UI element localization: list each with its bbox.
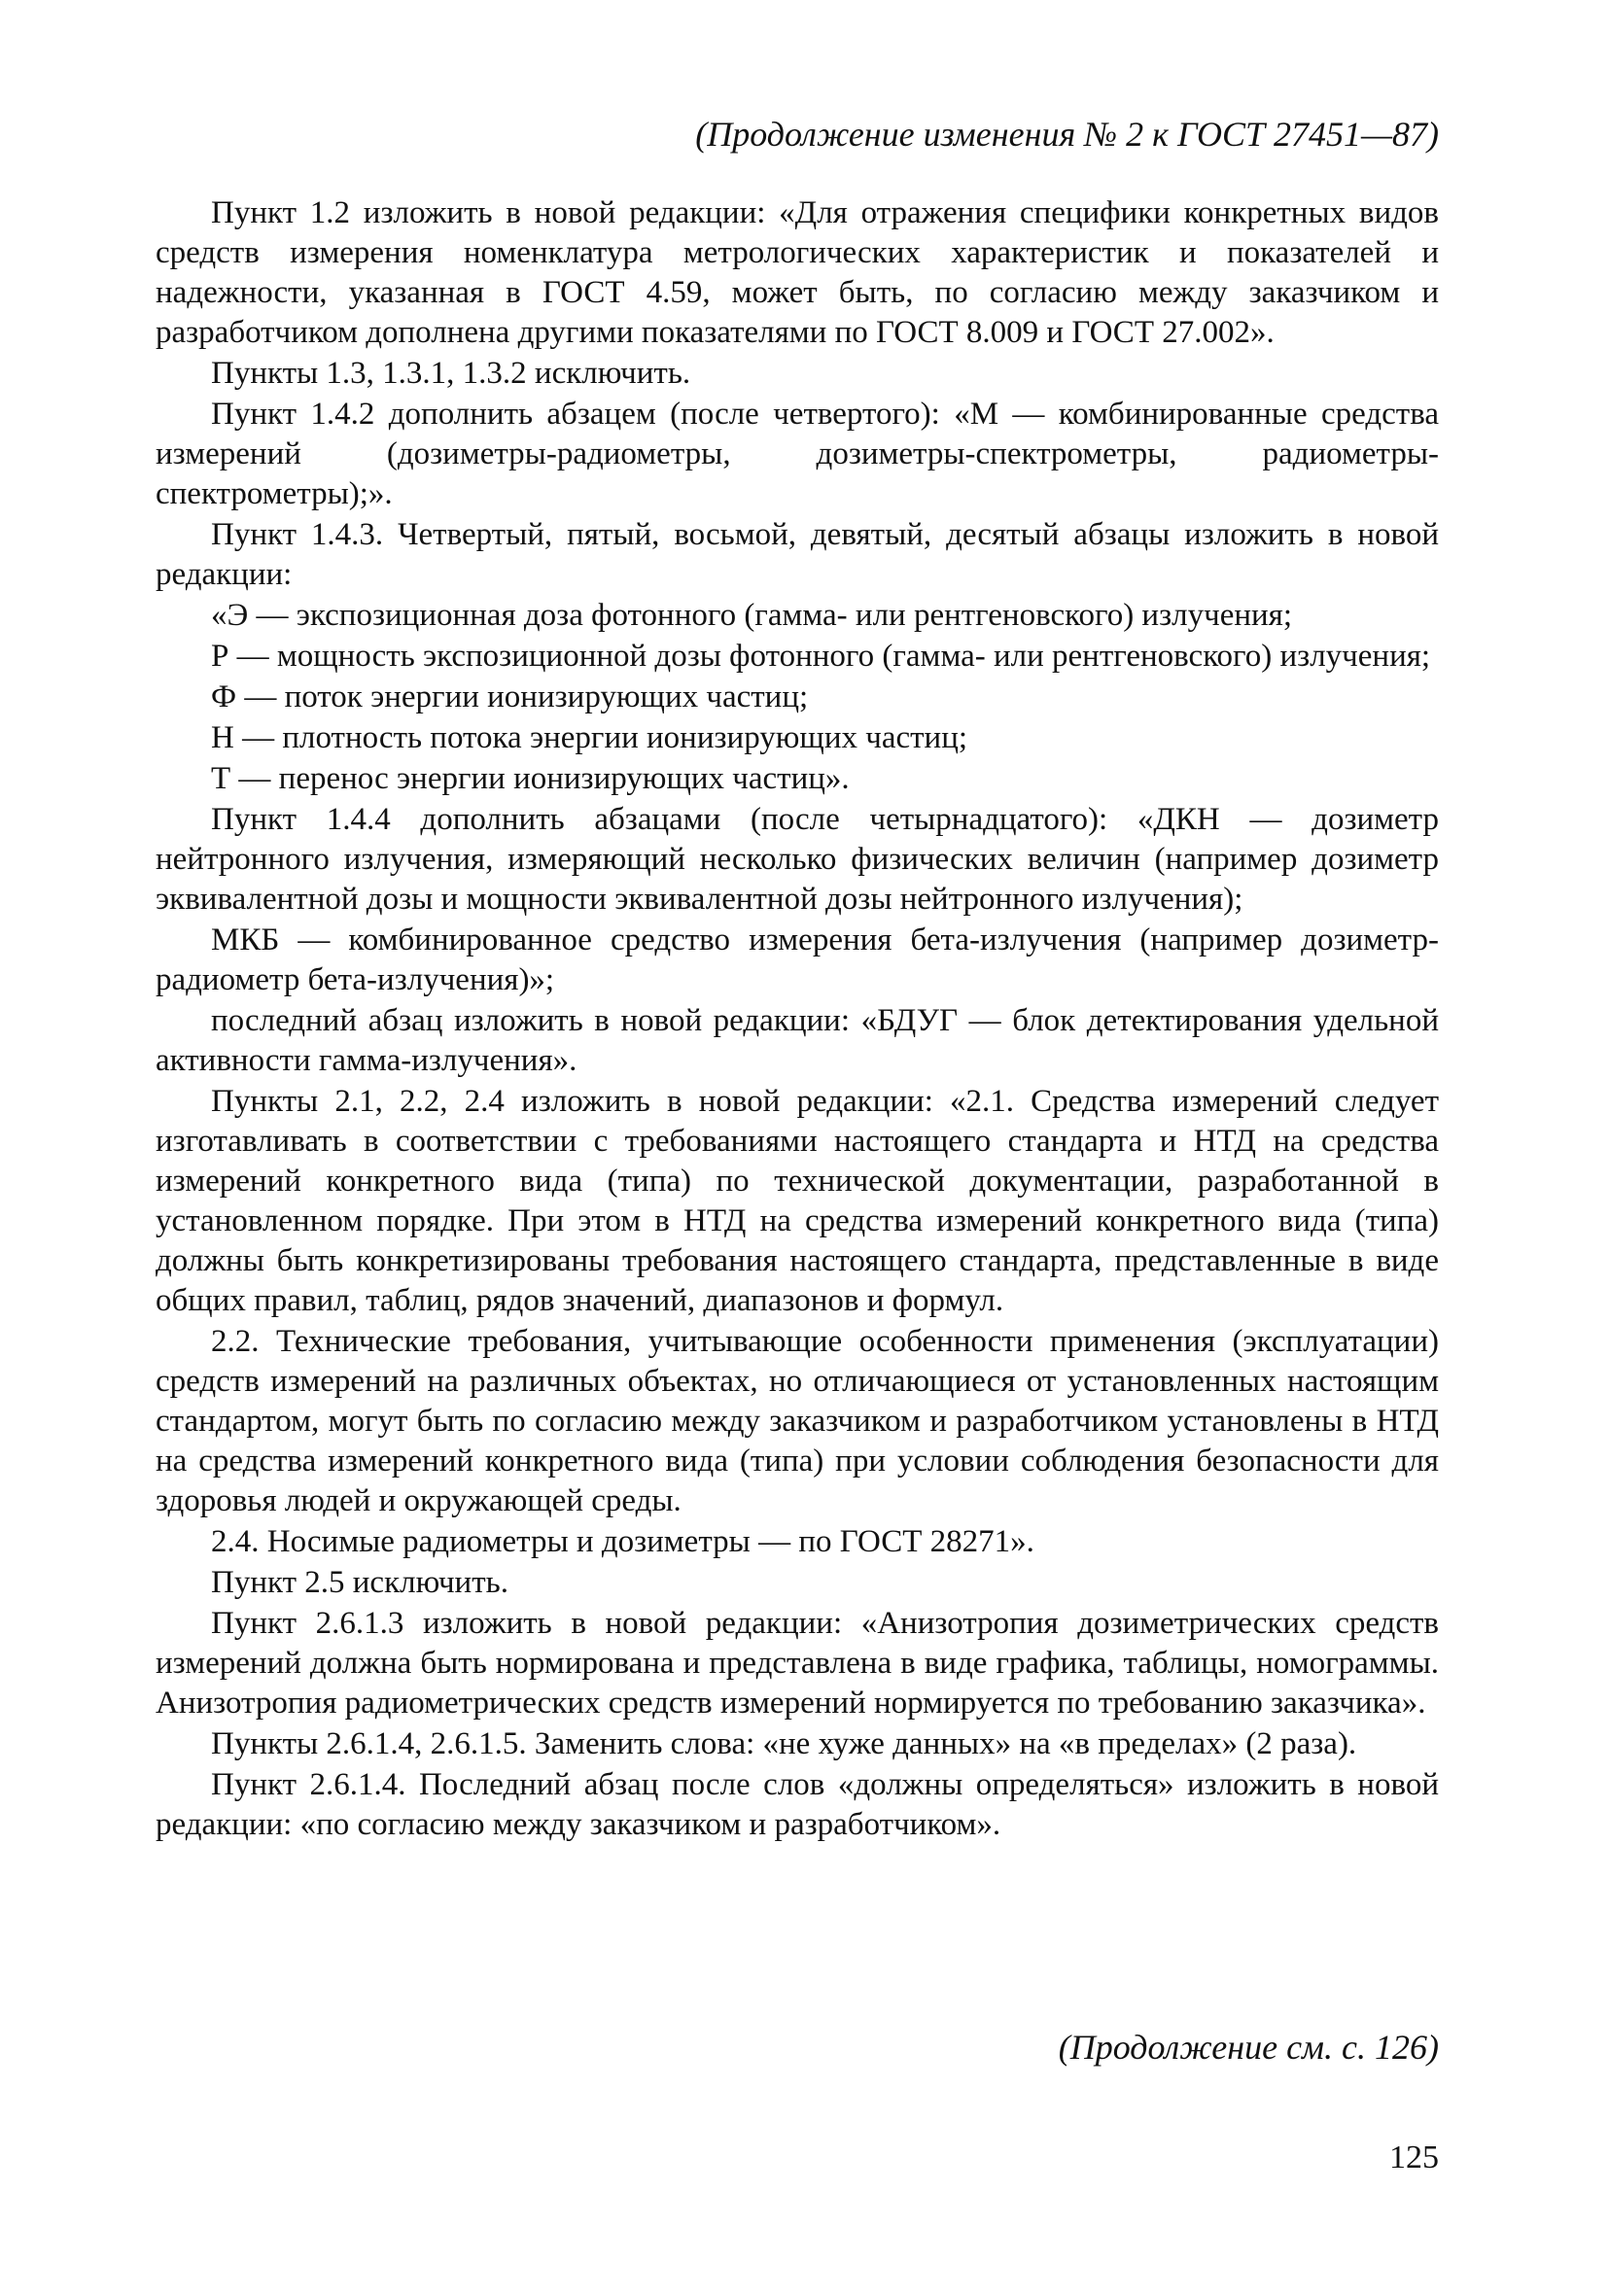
paragraph-2-5: Пункт 2.5 исключить. [211, 1565, 508, 1600]
paragraph-1-4-3: Пункт 1.4.3. Четвертый, пятый, восьмой, девятый, десятый абзацы изложить в новой редакции: [156, 517, 1439, 592]
paragraph-1-4-2: Пункт 1.4.2 дополнить абзацем (после четвертого): «М — комбинированные средства измерений (дозиметры-радиометры, дозиметры-спектрометры, радиометры-спектрометры);». [156, 397, 1439, 511]
running-header: (Продолжение изменения № 2 к ГОСТ 27451—87) [695, 115, 1439, 154]
paragraph-2-6-1-4: Пункт 2.6.1.4. Последний абзац после слов «должны определяться» изложить в новой редакции: «по согласию между заказчиком и разработчиком». [156, 1767, 1439, 1842]
definition-f: Ф — поток энергии ионизирующих частиц; [211, 679, 809, 714]
paragraph-last-abzac: последний абзац изложить в новой редакции: «БДУГ — блок детектирования удельной активности гамма-излучения». [156, 1003, 1439, 1078]
paragraph-2-6-1-3: Пункт 2.6.1.3 изложить в новой редакции: «Анизотропия дозиметрических средств измерений должна быть нормирована и представлена в виде графика, таблицы, номограммы. Анизотропия радиометрических средств измерений нормируется по требованию заказчика». [156, 1606, 1439, 1721]
definition-e: «Э — экспозиционная доза фотонного (гамма- или рентгеновского) излучения; [211, 598, 1293, 633]
paragraph-2-6-1-4-5: Пункты 2.6.1.4, 2.6.1.5. Заменить слова: «не хуже данных» на «в пределах» (2 раза). [211, 1726, 1357, 1761]
definition-mkb: МКБ — комбинированное средство измерения бета-излучения (например дозиметр-радиометр бета-излучения)»; [156, 922, 1439, 997]
paragraph-1-3-exclude: Пункты 1.3, 1.3.1, 1.3.2 исключить. [211, 356, 691, 391]
definition-r: Р — мощность экспозиционной дозы фотонного (гамма- или рентгеновского) излучения; [211, 639, 1431, 674]
paragraph-1-4-4: Пункт 1.4.4 дополнить абзацами (после четырнадцатого): «ДКН — дозиметр нейтронного излучения, измеряющий несколько физических величин (например дозиметр эквивалентной дозы и мощности эквивалентной дозы нейтронного излучения); [156, 802, 1439, 917]
paragraph-2-1: Пункты 2.1, 2.2, 2.4 изложить в новой редакции: «2.1. Средства измерений следует изготавливать в соответствии с требованиями настоящего стандарта и НТД на средства измерений конкретного вида (типа) по технической документации, разработанной в установленном порядке. При этом в НТД на средства измерений конкретного вида (типа) должны быть конкретизированы требования настоящего стандарта, представленные в виде общих правил, таблиц, рядов значений, диапазонов и формул. [156, 1084, 1439, 1318]
document-body [156, 193, 1439, 1846]
paragraph-2-2: 2.2. Технические требования, учитывающие особенности применения (эксплуатации) средств измерений на различных объектах, но отличающиеся от установленных настоящим стандартом, могут быть по согласию между заказчиком и разработчиком установлены в НТД на средства измерений конкретного вида (типа) при условии соблюдения безопасности для здоровья людей и окружающей среды. [156, 1324, 1439, 1518]
continuation-note: (Продолжение см. с. 126) [1058, 2028, 1439, 2067]
page-number: 125 [1389, 2139, 1439, 2175]
paragraph-1-2: Пункт 1.2 изложить в новой редакции: «Для отражения специфики конкретных видов средств измерения номенклатура метрологических характеристик и показателей и надежности, указанная в ГОСТ 4.59, может быть, по согласию между заказчиком и разработчиком дополнена другими показателями по ГОСТ 8.009 и ГОСТ 27.002». [156, 195, 1439, 350]
paragraph-2-4: 2.4. Носимые радиометры и дозиметры — по ГОСТ 28271». [211, 1524, 1034, 1559]
definition-n: Н — плотность потока энергии ионизирующих частиц; [211, 720, 968, 755]
definition-t: Т — перенос энергии ионизирующих частиц». [211, 761, 850, 796]
